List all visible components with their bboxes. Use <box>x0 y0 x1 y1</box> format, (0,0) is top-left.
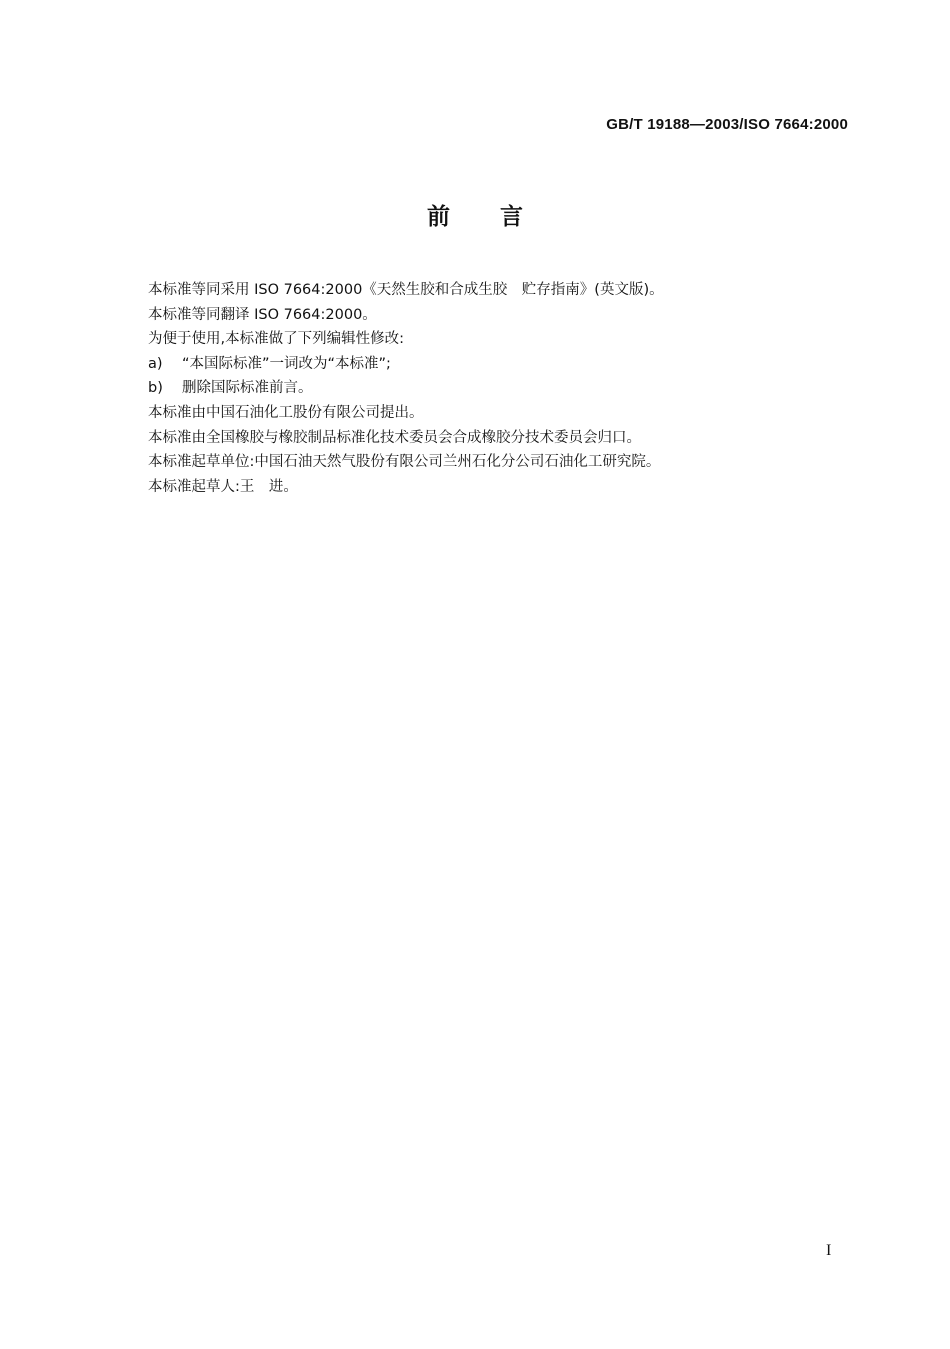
list-item-text: 删除国际标准前言。 <box>182 380 313 397</box>
paragraph: 本标准由全国橡胶与橡胶制品标准化技术委员会合成橡胶分技术委员会归口。 <box>148 429 641 446</box>
page-title: 前言 <box>427 204 573 230</box>
paragraph: 本标准起草人:王 进。 <box>148 478 298 495</box>
paragraph: 本标准由中国石油化工股份有限公司提出。 <box>148 404 424 421</box>
paragraph: 为便于使用,本标准做了下列编辑性修改: <box>148 331 404 348</box>
list-item-text: “本国际标准”一词改为“本标准”; <box>182 355 391 372</box>
paragraph: 本标准起草单位:中国石油天然气股份有限公司兰州石化分公司石油化工研究院。 <box>148 454 661 471</box>
paragraph: 本标准等同采用 ISO 7664:2000《天然生胶和合成生胶 贮存指南》(英文版)。 <box>148 282 664 298</box>
list-item <box>148 352 848 377</box>
list-item <box>148 376 848 401</box>
list-marker: b) <box>148 380 163 397</box>
paragraph: 本标准等同翻译 ISO 7664:2000。 <box>148 306 377 323</box>
foreword-body <box>148 278 848 499</box>
page-number: I <box>826 1242 832 1259</box>
list-marker: a) <box>148 355 163 372</box>
standard-number: GB/T 19188—2003/ISO 7664:2000 <box>606 116 848 133</box>
